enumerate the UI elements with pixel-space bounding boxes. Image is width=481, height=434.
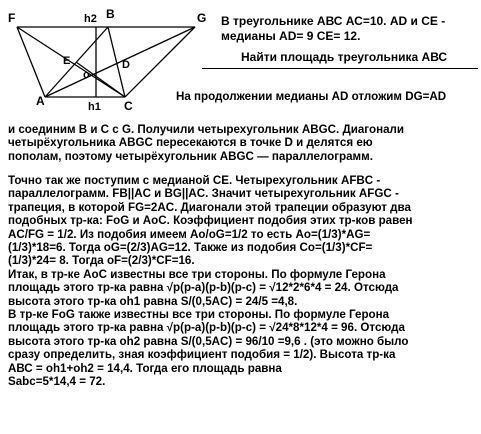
task-underline bbox=[202, 68, 478, 69]
text-line: высота этого тр-ка oh2 равна S/(0,5AC) = 96/10 =9,6 . (это можно было bbox=[8, 334, 409, 348]
label-d: D bbox=[122, 59, 130, 71]
text-line: высота этого тр-ка oh1 равна S/(0,5AC) = 24/5 =4,8. bbox=[8, 294, 298, 308]
problem-statement bbox=[221, 14, 445, 44]
segment-fa bbox=[17, 27, 45, 97]
solution-paragraph-1: На продолжении медианы АD отложим DG=AD bbox=[176, 90, 447, 103]
text-line: Итак, в тр-ке АоС известны все три стороны. По формуле Герона bbox=[8, 267, 386, 281]
label-h2: h2 bbox=[84, 13, 97, 25]
text-line: В тр-ке FoG также известны все три стороны. По формуле Герона bbox=[8, 308, 390, 322]
text-line: Sabc=5*14,4 = 72. bbox=[8, 375, 106, 389]
text-line: (1/3)*18=6. Тогда oG=(2/3)AG=12. Также из подобия Co=(1/3)*CF= bbox=[8, 241, 373, 255]
problem-line: В треугольнике АВС АС=10. АD и СЕ - bbox=[221, 14, 446, 28]
text-line: четырёхугольника АВGC пересекаются в точке D и делятся ею bbox=[8, 136, 373, 150]
text-line: площадь этого тр-ка равна √p(p-a)(p-b)(p-c) = √24*8*12*4 = 96. Отсюда bbox=[8, 321, 405, 335]
label-c: C bbox=[124, 99, 133, 113]
label-g: G bbox=[197, 11, 207, 25]
text-line: параллелограмм. FB||AC и BG||AC. Значит четырехугольник AFGC - bbox=[8, 187, 399, 201]
text-line: площадь этого тр-ка равна √p(p-a)(p-b)(p-c) = √12*2*6*4 = 24. Отсюда bbox=[8, 281, 399, 295]
text-line: сразу определить, зная коэффициент подобия = 1/2). Высота тр-ка bbox=[8, 348, 396, 362]
text-line: (1/3)*24= 8. Тогда oF=(2/3)*CF=16. bbox=[8, 254, 195, 268]
text-line: АВС = oh1+oh2 = 14,4. Тогда его площадь равна bbox=[8, 361, 282, 375]
task-title: Найти площадь треугольника АВС bbox=[241, 50, 448, 64]
solution-paragraph-2 bbox=[8, 123, 404, 163]
segment-gc bbox=[125, 27, 195, 97]
label-b: B bbox=[106, 7, 115, 21]
solution-paragraph-3 bbox=[8, 174, 413, 389]
text-line: AC/FG = 1/2. Из подобия имеем Ao/oG=1/2 то есть Ao=(1/3)*AG= bbox=[8, 227, 371, 241]
text-line: подобных тр-ка: FoG и АоС. Коэффициент подобия этих тр-ков равен bbox=[8, 214, 413, 228]
label-h1: h1 bbox=[88, 101, 101, 113]
problem-line: медианы АD= 9 СЕ= 12. bbox=[221, 29, 361, 43]
segment-fc bbox=[17, 27, 125, 97]
text-line: трапеция, в которой FG=2AC. Диагонали этой трапеции образуют два bbox=[8, 200, 411, 214]
label-o: o bbox=[83, 69, 90, 81]
label-a: A bbox=[36, 94, 45, 108]
label-f: F bbox=[8, 11, 16, 25]
text-line: и соединим В и С с G. Получили четырехугольник АВGC. Диагонали bbox=[8, 123, 405, 136]
text-line: Точно так же поступим с медианой СЕ. Четырехугольник AFBC - bbox=[8, 174, 381, 187]
label-e: E bbox=[63, 55, 71, 67]
text-line: пополам, поэтому четырёхугольник АВGC — параллелограмм. bbox=[8, 149, 373, 163]
